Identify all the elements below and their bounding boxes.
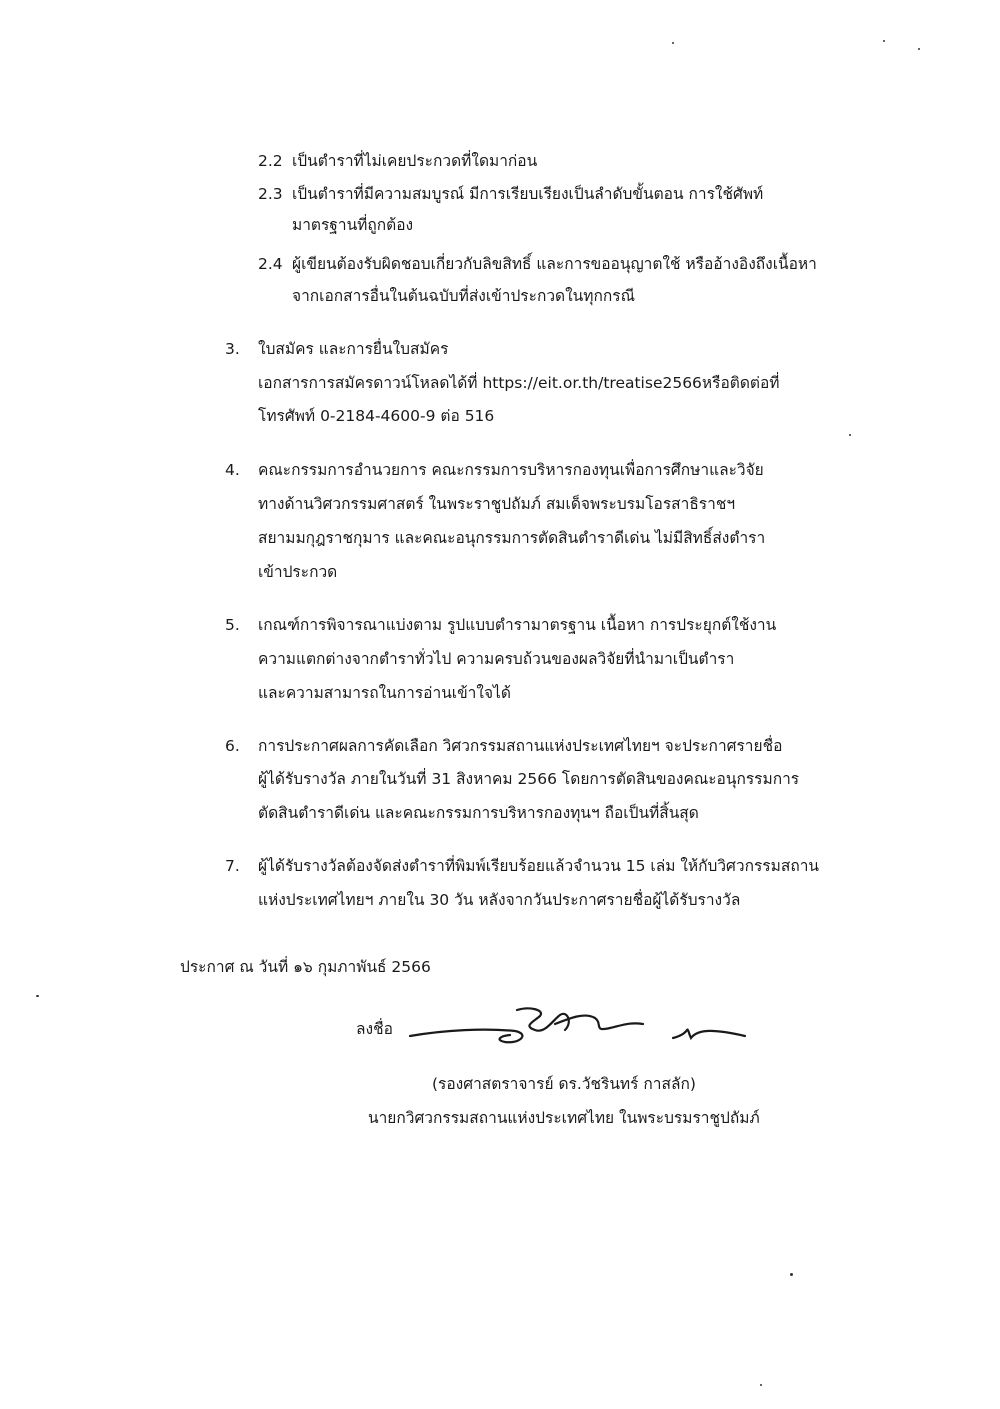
section-number: 6.: [225, 737, 240, 755]
section-text-line: โทรศัพท์ 0-2184-4600-9 ต่อ 516: [258, 407, 495, 425]
section-text-line: ทางด้านวิศวกรรมศาสตร์ ในพระราชูปถัมภ์ สมเด็จพระบรมโอรสาธิราชฯ: [258, 495, 736, 513]
item-number: 2.4: [258, 255, 283, 273]
section-text-line: การประกาศผลการคัดเลือก วิศวกรรมสถานแห่งประเทศไทยฯ จะประกาศรายชื่อ: [258, 737, 783, 755]
scan-speck: [883, 40, 885, 42]
signature-label: ลงชื่อ: [356, 1020, 393, 1038]
signer-title: นายกวิศวกรรมสถานแห่งประเทศไทย ในพระบรมราชูปถัมภ์: [368, 1109, 760, 1127]
signer-name: (รองศาสตราจารย์ ดร.วัชรินทร์ กาสลัก): [432, 1075, 696, 1093]
section-text-line: เกณฑ์การพิจารณาแบ่งตาม รูปแบบตำรามาตรฐาน เนื้อหา การประยุกต์ใช้งาน: [258, 616, 777, 634]
section-text-line: ผู้ได้รับรางวัลต้องจัดส่งตำราที่พิมพ์เรียบร้อยแล้วจำนวน 15 เล่ม ให้กับวิศวกรรมสถาน: [258, 857, 819, 875]
scan-speck: [849, 434, 851, 436]
item-text-line: จากเอกสารอื่นในต้นฉบับที่ส่งเข้าประกวดในทุกกรณี: [292, 287, 635, 305]
item-text-line: มาตรฐานที่ถูกต้อง: [292, 216, 414, 234]
section-number: 5.: [225, 616, 240, 634]
section-text-line: ความแตกต่างจากตำราทั่วไป ความครบถ้วนของผลวิจัยที่นำมาเป็นตำรา: [258, 650, 735, 668]
scan-speck: [672, 42, 674, 44]
scan-speck: [36, 995, 39, 997]
section-number: 3.: [225, 340, 240, 358]
section-text-line: สยามมกุฎราชกุมาร และคณะอนุกรรมการตัดสินตำราดีเด่น ไม่มีสิทธิ์ส่งตำรา: [258, 529, 766, 547]
section-text-line: เอกสารการสมัครดาวน์โหลดได้ที่ https://eit.or.th/treatise2566หรือติดต่อที่: [258, 374, 780, 392]
item-number: 2.2: [258, 152, 283, 170]
section-text-line: และความสามารถในการอ่านเข้าใจได้: [258, 684, 511, 702]
item-text-line: เป็นตำราที่มีความสมบูรณ์ มีการเรียบเรียงเป็นลำดับขั้นตอน การใช้ศัพท์: [292, 185, 764, 203]
scan-speck: [760, 1384, 762, 1386]
section-text-line: ผู้ได้รับรางวัล ภายในวันที่ 31 สิงหาคม 2566 โดยการตัดสินของคณะอนุกรรมการ: [258, 770, 800, 788]
section-number: 4.: [225, 461, 240, 479]
signature-image: [405, 1000, 755, 1060]
scan-speck: [790, 1273, 793, 1276]
section-number: 7.: [225, 857, 240, 875]
scan-speck: [918, 48, 920, 50]
section-text-line: ตัดสินตำราดีเด่น และคณะกรรมการบริหารกองทุนฯ ถือเป็นที่สิ้นสุด: [258, 804, 699, 822]
section-text-line: เข้าประกวด: [258, 563, 338, 581]
section-text-line: ใบสมัคร และการยื่นใบสมัคร: [258, 340, 449, 358]
item-number: 2.3: [258, 185, 283, 203]
item-text-line: เป็นตำราที่ไม่เคยประกวดที่ใดมาก่อน: [292, 152, 538, 170]
announcement-date: ประกาศ ณ วันที่ ๑๖ กุมภาพันธ์ 2566: [180, 958, 431, 976]
section-text-line: แห่งประเทศไทยฯ ภายใน 30 วัน หลังจากวันประกาศรายชื่อผู้ได้รับรางวัล: [258, 891, 741, 909]
item-text-line: ผู้เขียนต้องรับผิดชอบเกี่ยวกับลิขสิทธิ์ และการขออนุญาตใช้ หรืออ้างอิงถึงเนื้อหา: [292, 255, 817, 273]
section-text-line: คณะกรรมการอำนวยการ คณะกรรมการบริหารกองทุนเพื่อการศึกษาและวิจัย: [258, 461, 764, 479]
